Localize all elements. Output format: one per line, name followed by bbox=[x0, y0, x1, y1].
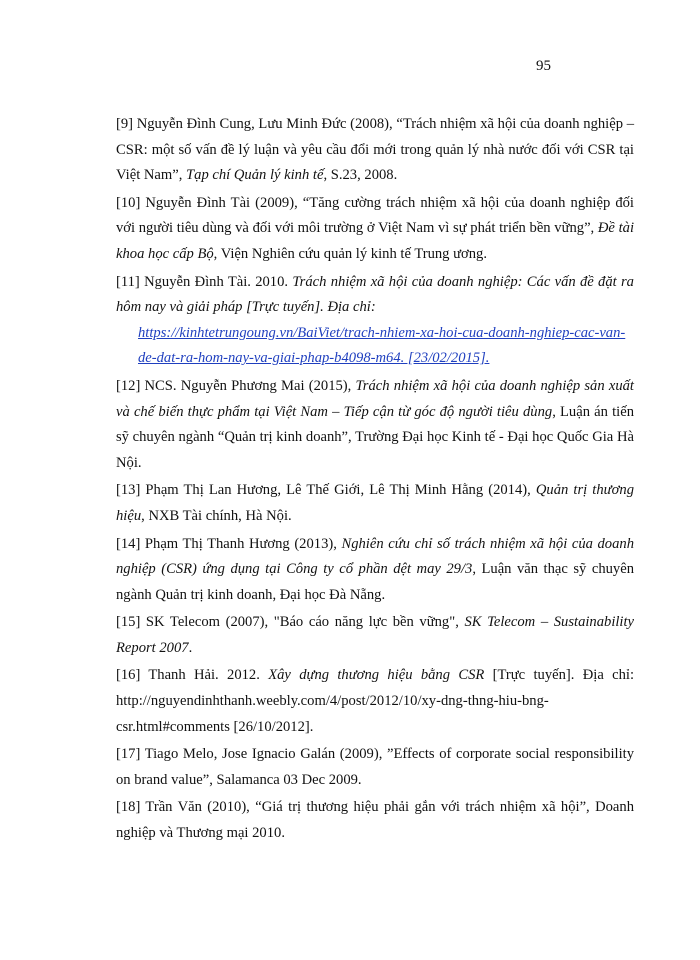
reference-item-10 bbox=[116, 191, 634, 268]
ref-9-tail: , S.23, 2008. bbox=[323, 167, 398, 184]
ref-12-title: Trách nhiệm xã hội của doanh nghiệp sản xuất và chế biến thực phẩm tại Việt Nam – Tiếp cận từ góc độ người tiêu dùng bbox=[116, 377, 634, 420]
ref-13-title: Quản trị thương hiệu bbox=[116, 482, 634, 524]
reference-item-11 bbox=[116, 270, 634, 372]
ref-16-title: Xây dựng thương hiệu bằng CSR bbox=[268, 667, 485, 684]
reference-item-15 bbox=[116, 610, 634, 661]
ref-9-text: [9] Nguyễn Đình Cung, Lưu Minh Đức (2008), “Trách nhiệm xã hội của doanh nghiệp – CSR: một số vấn đề lý luận và yêu cầu đổi mới trong quản lý nhà nước đối với CSR tại Việt Nam”, bbox=[116, 116, 634, 184]
reference-item-16 bbox=[116, 663, 634, 740]
ref-16-tail: [Trực tuyến]. Địa chỉ: http://nguyendinhthanh.weebly.com/4/post/2012/10/xy-dng-thng-hiu-bng-csr.html#comments [26/10/2012]. bbox=[116, 667, 635, 735]
ref-11-link[interactable] bbox=[116, 321, 634, 372]
ref-13-tail: , NXB Tài chính, Hà Nội. bbox=[141, 507, 292, 524]
reference-item-14 bbox=[116, 532, 634, 609]
ref-12-tail: , Luận án tiến sỹ chuyên ngành “Quản trị kinh doanh”, Trường Đại học Kinh tế - Đại học Quốc Gia Hà Nội. bbox=[116, 403, 634, 471]
ref-11-title: Trách nhiệm xã hội của doanh nghiệp: Các vấn đề đặt ra hôm nay và giải pháp [Trực tuyến]. Địa chỉ: bbox=[116, 273, 634, 316]
ref-11-url[interactable]: https://kinhtetrungoung.vn/BaiViet/trach-nhiem-xa-hoi-cua-doanh-nghiep-cac-van-de-dat-ra-hom-nay-va-giai-phap-b4098-m64 bbox=[138, 324, 626, 367]
ref-10-text: [10] Nguyễn Đình Tài (2009), “Tăng cường trách nhiệm xã hội của doanh nghiệp đối với người tiêu dùng và đối với môi trường ở Việt Nam vì sự phát triển bền vững”, bbox=[116, 194, 634, 237]
reference-item-13 bbox=[116, 478, 634, 529]
ref-11-text: [11] Nguyễn Đình Tài. 2010. bbox=[116, 273, 293, 290]
reference-item-18 bbox=[116, 795, 634, 846]
ref-15-text: [15] SK Telecom (2007), "Báo cáo năng lực bền vững", bbox=[116, 614, 465, 631]
reference-item-9 bbox=[116, 112, 634, 189]
reference-item-12 bbox=[116, 374, 634, 476]
ref-11-date: . [23/02/2015]. bbox=[400, 350, 490, 367]
ref-14-title: Nghiên cứu chỉ số trách nhiệm xã hội của doanh nghiệp (CSR) ứng dụng tại Công ty cổ phần dệt may 29/3 bbox=[116, 535, 634, 578]
ref-14-text: [14] Phạm Thị Thanh Hương (2013), bbox=[116, 535, 342, 552]
ref-12-text: [12] NCS. Nguyễn Phương Mai (2015), bbox=[116, 377, 356, 394]
ref-10-title: Đề tài khoa học cấp Bộ bbox=[116, 220, 634, 262]
ref-15-tail: . bbox=[188, 639, 193, 656]
ref-14-tail: , Luận văn thạc sỹ chuyên ngành Quản trị kinh doanh, Đại học Đà Nẵng. bbox=[116, 561, 634, 603]
ref-15-title: SK Telecom – Sustainability Report 2007 bbox=[116, 614, 635, 656]
reference-item-17 bbox=[116, 742, 634, 793]
ref-16-text: [16] Thanh Hải. 2012. bbox=[116, 667, 269, 684]
ref-18-text: [18] Trần Văn (2010), “Giá trị thương hiệu phải gắn với trách nhiệm xã hội”, Doanh nghiệp và Thương mại 2010. bbox=[116, 799, 634, 842]
reference-list bbox=[116, 112, 634, 849]
ref-17-text: [17] Tiago Melo, Jose Ignacio Galán (2009), ”Effects of corporate social responsibility on brand value”, Salamanca 03 Dec 2009. bbox=[116, 746, 634, 788]
ref-13-text: [13] Phạm Thị Lan Hương, Lê Thế Giới, Lê Thị Minh Hằng (2014), bbox=[116, 482, 536, 499]
page-number: 95 bbox=[536, 58, 551, 74]
ref-10-tail: , Viện Nghiên cứu quản lý kinh tế Trung ương. bbox=[213, 245, 487, 262]
ref-9-journal: Tạp chí Quản lý kinh tế bbox=[186, 167, 324, 184]
